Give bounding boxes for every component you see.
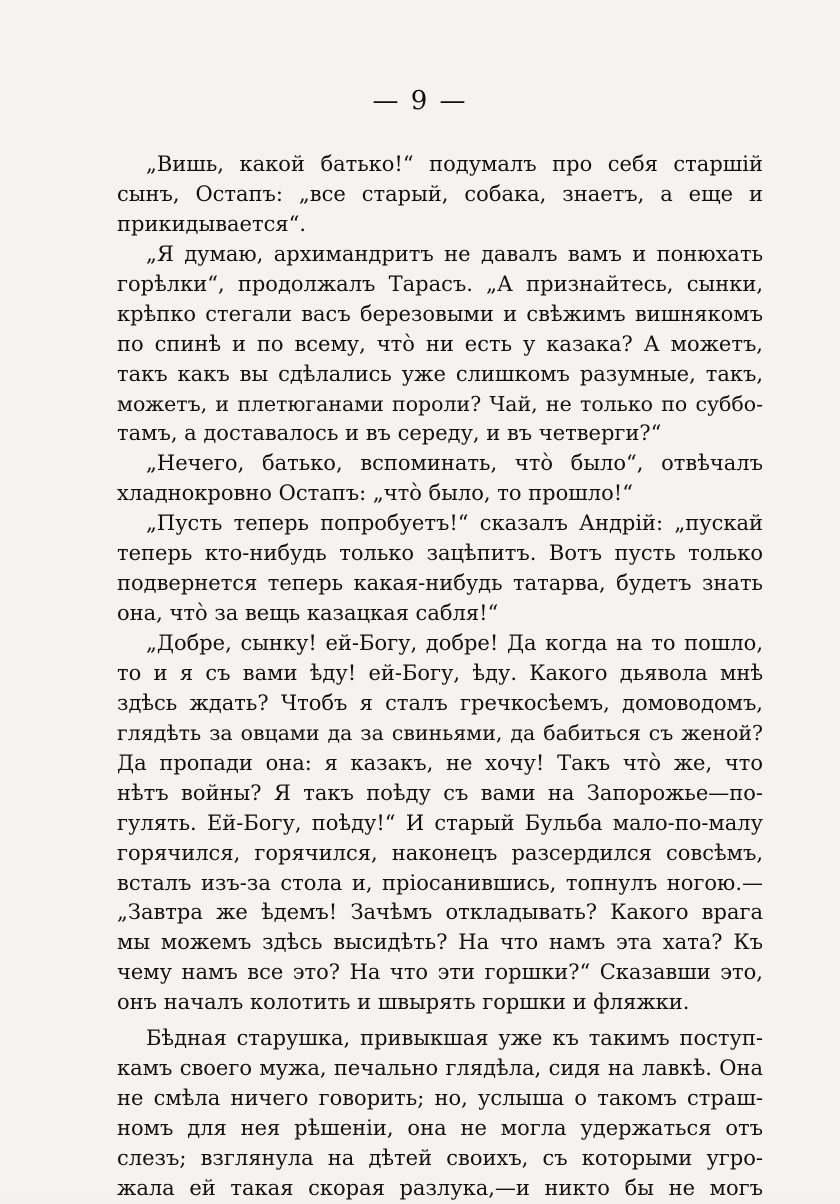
text-line: сынъ, Остапъ: „все старый, собака, знаетъ, а еще и [117,181,763,206]
text-line: тамъ, а доставалось и въ середу, и въ четверги?“ [117,421,662,446]
text-line: „Добре, сынку! ей-Богу, добре! Да когда на то пошло, [146,631,763,655]
text-line: Бѣдная старушка, привыкшая уже къ такимъ поступ- [146,1026,763,1051]
text-line: по спинѣ и по всему, что̀ ни есть у казака? А можетъ, [117,331,763,356]
text-line: „Завтра же ѣдемъ! Зачѣмъ откладывать? Какого врага [117,900,763,925]
text-line: „Вишь, какой батько!“ подумалъ про себя старшій [146,152,763,176]
text-body [117,150,763,1204]
text-line: гулять. Ей-Богу, поѣду!“ И старый Бульба мало-по-малу [117,810,763,835]
text-line: подвернется теперь какая-нибудь татарва, будетъ знать [117,571,763,596]
page-number: — 9 — [372,86,468,116]
text-line: чему намъ все это? На что эти горшки?“ Сказавши это, [117,960,763,985]
text-line: глядѣть за овцами да за свиньями, да бабиться съ женой? [117,720,763,745]
paragraph [117,240,763,450]
text-line: такъ какъ вы сдѣлались уже слишкомъ разумные, такъ, [117,361,763,386]
text-line: слезъ; взглянула на дѣтей своихъ, съ которыми угро- [117,1145,763,1170]
paragraph [117,1024,763,1204]
text-line: жала ей такая скорая разлука,—и никто бы не могъ [117,1175,763,1200]
paragraph [117,449,763,509]
text-line: не смѣла ничего говорить; но, услыша о такомъ страш- [117,1086,763,1111]
text-line: „Нечего, батько, вспоминать, что̀ было“, отвѣчалъ [146,451,763,476]
text-line: всталъ изъ-за стола и, пріосанившись, топнулъ ногою.— [117,870,763,895]
text-line: хладнокровно Остапъ: „что̀ было, то прошло!“ [117,481,633,506]
text-line: теперь кто-нибудь только зацѣпитъ. Вотъ пусть только [117,541,763,566]
text-line: крѣпко стегали васъ березовыми и свѣжимъ вишнякомъ [117,301,763,326]
text-line: „Пусть теперь попробуетъ!“ сказалъ Андрій: „пускай [146,511,763,536]
paragraph [117,150,763,240]
text-line: „Я думаю, архимандритъ не давалъ вамъ и понюхать [146,241,763,266]
text-line: можетъ, и плетюганами пороли? Чай, не только по суббо- [117,391,763,416]
text-line: горячился, горячился, наконецъ разсердился совсѣмъ, [117,840,763,865]
paragraph [117,629,763,1018]
text-line: прикидывается“. [117,211,307,236]
text-line: здѣсь ждать? Чтобъ я сталъ гречкосѣемъ, домоводомъ, [117,690,763,715]
text-line: Да пропади она: я казакъ, не хочу! Такъ что̀ же, что [117,750,763,775]
text-line: номъ для нея рѣшеніи, она не могла удержаться отъ [117,1116,763,1140]
text-line: то и я съ вами ѣду! ей-Богу, ѣду. Какого дьявола мнѣ [117,660,763,685]
text-line: онъ началъ колотить и швырять горшки и фляжки. [117,990,690,1015]
text-line: нѣтъ войны? Я такъ поѣду съ вами на Запорожье—по- [117,780,763,805]
text-line: она, что̀ за вещь казацкая сабля!“ [117,601,499,626]
text-line: камъ своего мужа, печально глядѣла, сидя на лавкѣ. Она [117,1056,763,1081]
paragraph [117,509,763,629]
text-line: горѣлки“, продолжалъ Тарасъ. „А признайтесь, сынки, [117,271,763,296]
text-line: мы можемъ здѣсь высидѣть? На что намъ эта хата? Къ [117,930,763,955]
